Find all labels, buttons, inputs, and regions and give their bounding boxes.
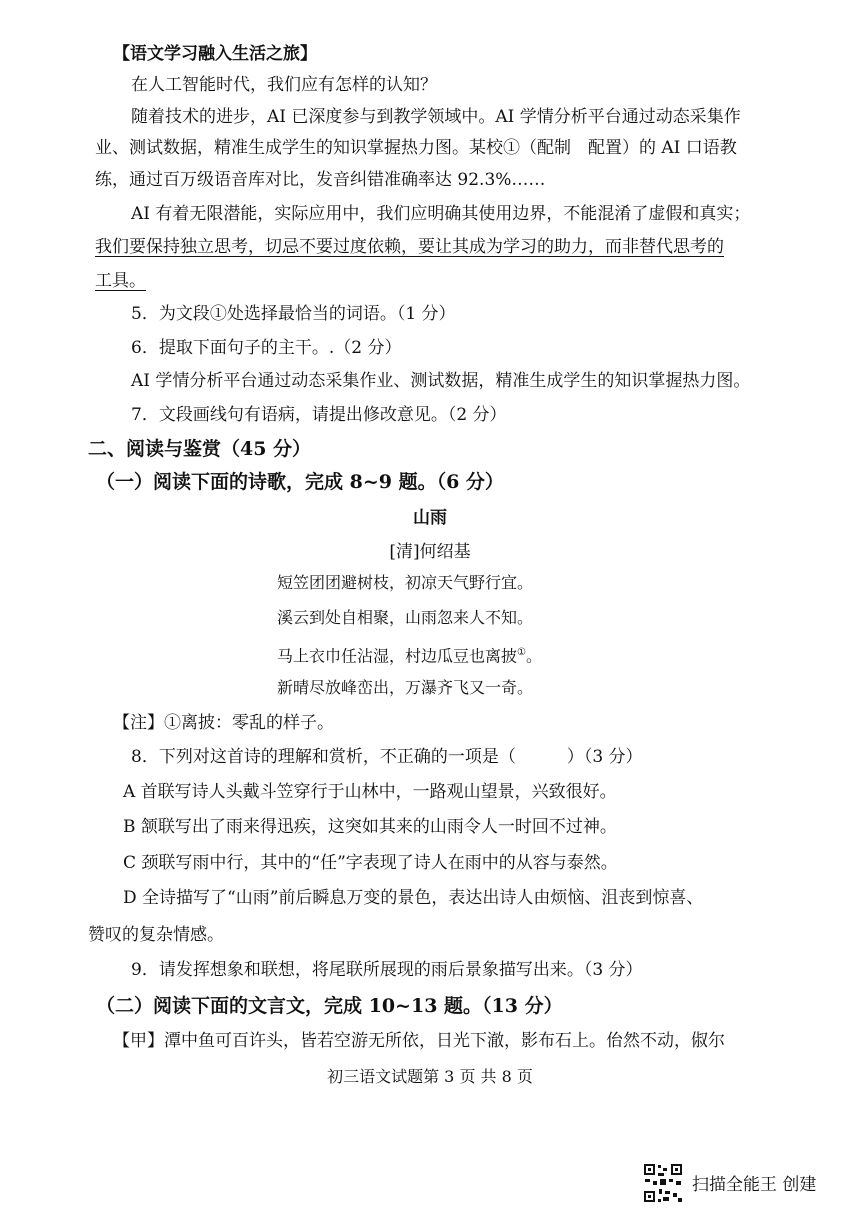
part-2-title: 二、阅读与鉴赏（45 分） (88, 438, 312, 460)
question-9: 9．请发挥想象和联想，将尾联所展现的雨后景象描写出来。（3 分） (131, 960, 643, 980)
passage-line-4: 练，通过百万级语音库对比，发音纠错准确率达 92.3%…… (95, 170, 546, 190)
poem-note: 【注】①离披：零乱的样子。 (113, 713, 334, 733)
passage-line-5: AI 有着无限潜能，实际应用中，我们应明确其使用边界，不能混淆了虚假和真实； (131, 204, 751, 224)
scanner-watermark: 扫描全能王 创建 (692, 1175, 817, 1195)
poem-line-4: 新晴尽放峰峦出，万瀑齐飞又一奇。 (277, 678, 534, 697)
passage-line-3: 业、测试数据，精准生成学生的知识掌握热力图。某校①（配制 配置）的 AI 口语教 (95, 138, 737, 158)
question-8-option-d-line-2: 赞叹的复杂情感。 (88, 925, 224, 945)
question-8-option-d-line-1: D 全诗描写了“山雨”前后瞬息万变的景色，表达出诗人由烦恼、沮丧到惊喜、 (123, 888, 704, 908)
passage-line-1: 在人工智能时代，我们应有怎样的认知？ (131, 75, 437, 95)
underlined-sentence-line-1: 我们要保持独立思考，切忌不要过度依赖，要让其成为学习的助力，而非替代思考的 (95, 237, 724, 257)
subsection-2-title: （二）阅读下面的文言文，完成 10~13 题。（13 分） (96, 995, 563, 1017)
section-title: 【语文学习融入生活之旅】 (113, 44, 317, 64)
question-5: 5．为文段①处选择最恰当的词语。（1 分） (131, 304, 456, 324)
question-6: 6．提取下面句子的主干。.（2 分） (131, 338, 402, 358)
footnote-mark: ① (517, 647, 526, 658)
question-8-option-b: B 颔联写出了雨来得迅疾，这突如其来的山雨令人一时回不过神。 (123, 817, 617, 837)
classical-text-line-1: 【甲】潭中鱼可百许头，皆若空游无所依，日光下澈，影布石上。佁然不动，俶尔 (113, 1031, 725, 1051)
question-6-sentence: AI 学情分析平台通过动态采集作业、测试数据，精准生成学生的知识掌握热力图。 (131, 371, 751, 391)
underlined-sentence-line-2: 工具。 (95, 271, 146, 291)
question-8-stem: 8．下列对这首诗的理解和赏析，不正确的一项是（ ）（3 分） (131, 747, 643, 767)
question-8-option-a: A 首联写诗人头戴斗笠穿行于山林中，一路观山望景，兴致很好。 (123, 782, 617, 802)
page-footer: 初三语文试题第 3 页 共 8 页 (327, 1067, 533, 1086)
poem-line-3: 马上衣巾任沾湿，村边瓜豆也离披①。 (277, 646, 542, 666)
question-7: 7．文段画线句有语病，请提出修改意见。（2 分） (131, 405, 507, 425)
subsection-1-title: （一）阅读下面的诗歌，完成 8~9 题。（6 分） (96, 471, 504, 493)
poem-line-1: 短笠团团避树枝，初凉天气野行宜。 (277, 573, 534, 592)
qr-code-icon (643, 1163, 683, 1203)
question-8-option-c: C 颈联写雨中行，其中的“任”字表现了诗人在雨中的从容与泰然。 (123, 853, 618, 873)
poem-line-2: 溪云到处自相聚，山雨忽来人不知。 (277, 608, 534, 627)
poem-title: 山雨 (413, 508, 447, 528)
passage-line-2: 随着技术的进步，AI 已深度参与到教学领域中。AI 学情分析平台通过动态采集作 (131, 107, 741, 127)
poem-author: [清]何绍基 (389, 542, 471, 562)
